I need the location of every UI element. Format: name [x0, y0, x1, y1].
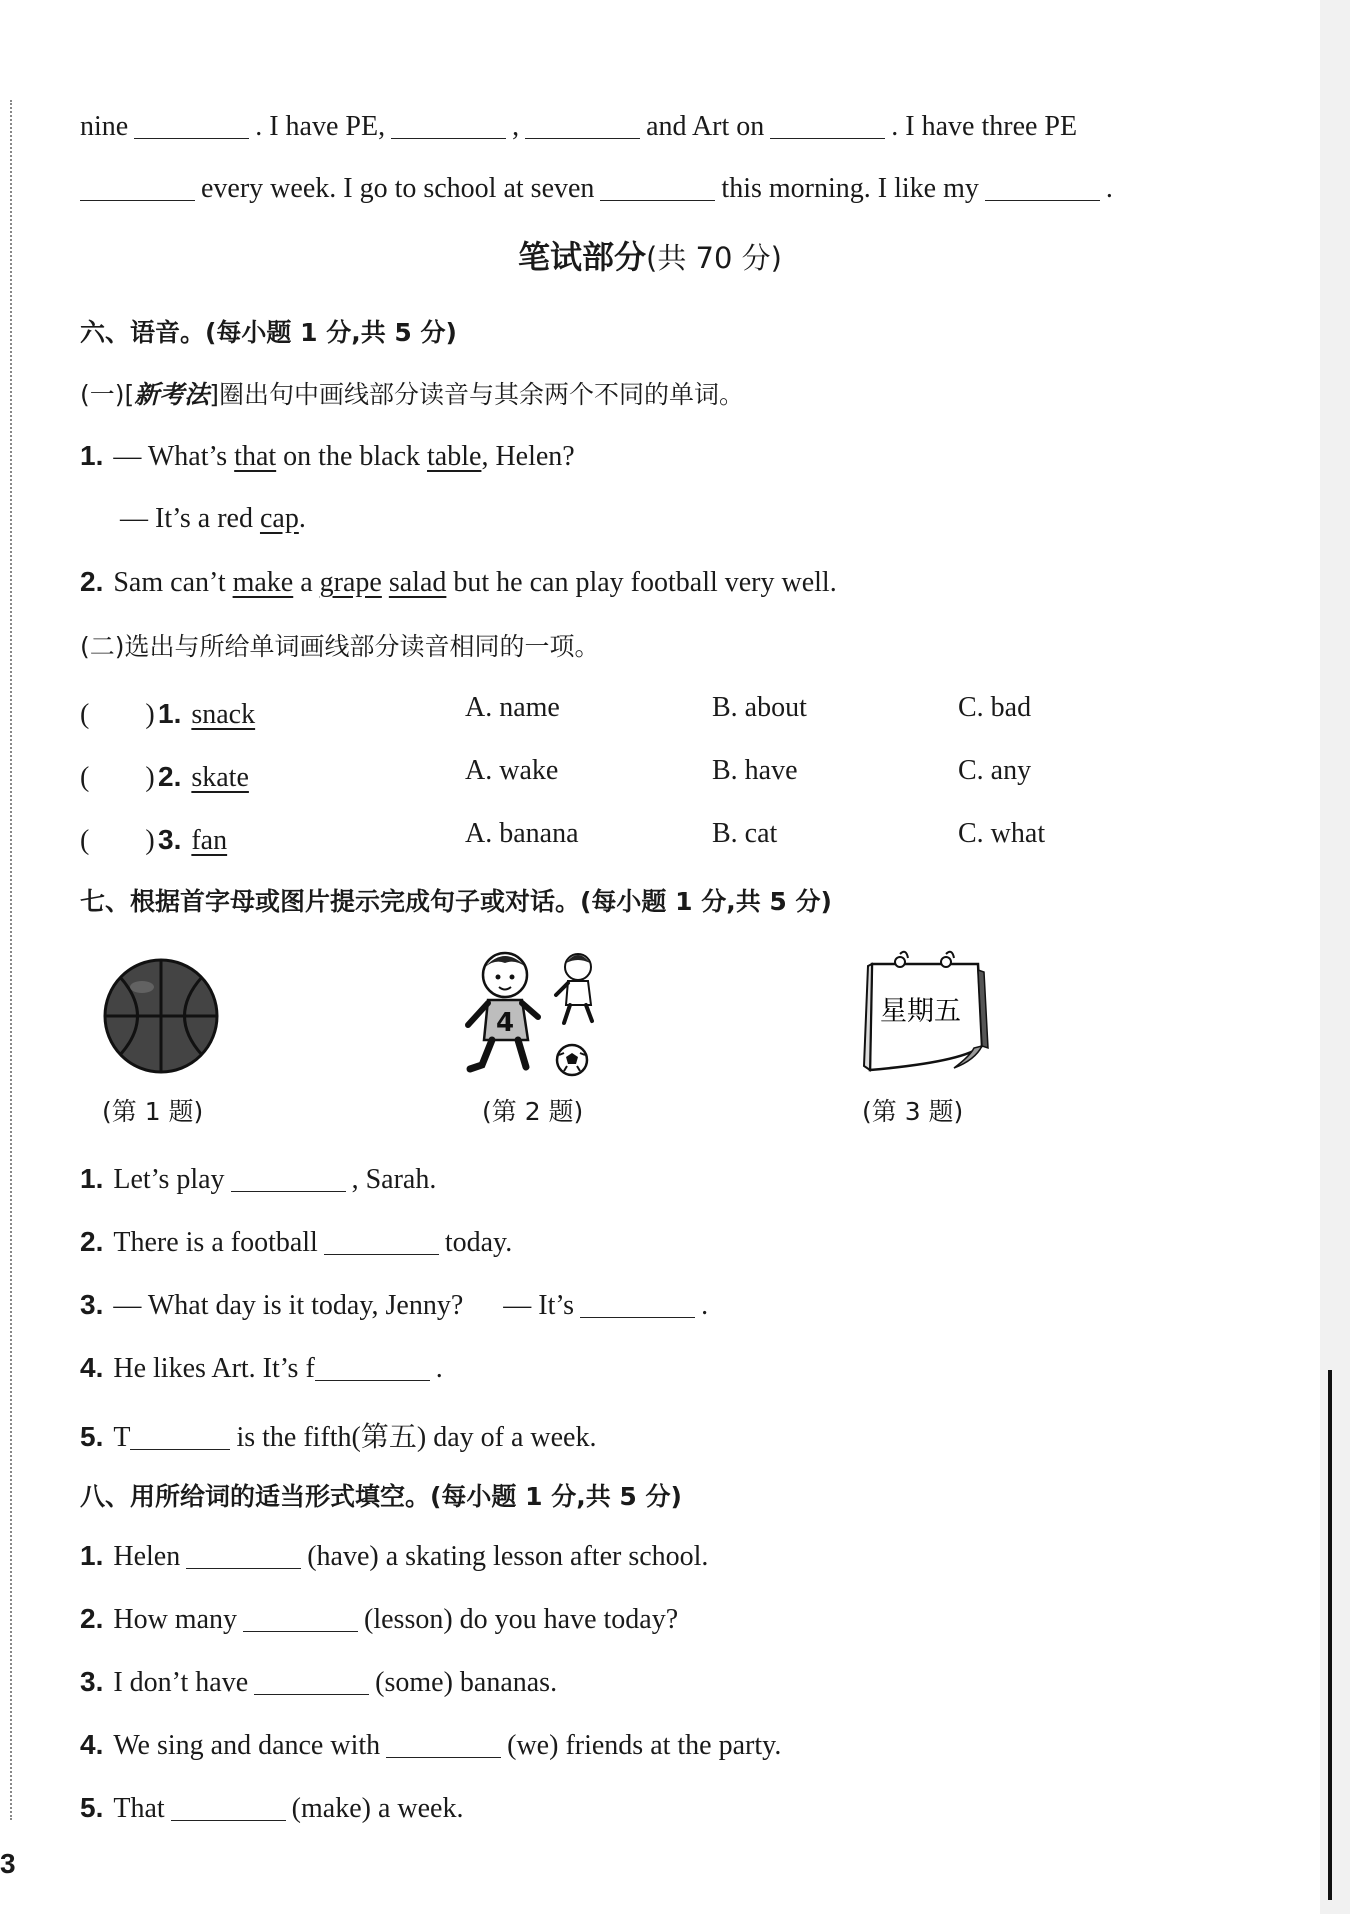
text: nine	[80, 111, 129, 142]
calendar-weekday: 星期五	[880, 996, 961, 1027]
question-8-3	[80, 1666, 557, 1699]
question-8-4	[80, 1729, 781, 1762]
section-8-heading: 八、用所给词的适当形式填空。(每小题 1 分,共 5 分)	[80, 1482, 682, 1511]
question-number: 5.	[80, 1792, 104, 1823]
option-b[interactable]: B. have	[712, 755, 798, 786]
choice-row-3	[80, 818, 227, 858]
text: I don’t have	[113, 1667, 249, 1698]
underlined-word[interactable]: that	[234, 441, 277, 472]
given-word: snack	[191, 699, 256, 730]
svg-text:4: 4	[496, 1008, 515, 1038]
answer-blank[interactable]	[130, 1421, 230, 1450]
text: We sing and dance with	[113, 1730, 381, 1761]
calendar-picture	[850, 950, 990, 1083]
answer-blank[interactable]	[324, 1226, 439, 1255]
question-8-2	[80, 1603, 678, 1636]
question-number: 1.	[158, 698, 182, 729]
underlined-word[interactable]: grape	[319, 567, 382, 598]
section-7-heading: 七、根据首字母或图片提示完成句子或对话。(每小题 1 分,共 5 分)	[80, 887, 832, 916]
title-main: 笔试部分	[518, 238, 647, 276]
answer-blank[interactable]	[770, 110, 885, 139]
question-7-4	[80, 1352, 443, 1385]
answer-blank[interactable]	[315, 1352, 430, 1381]
text: — It’s	[503, 1290, 575, 1321]
text: is the fifth(第五) day of a week.	[236, 1422, 597, 1453]
choice-row-1	[80, 692, 255, 732]
underlined-word[interactable]: salad	[388, 567, 447, 598]
given-word: skate	[191, 762, 249, 793]
football-players-picture	[460, 945, 620, 1085]
answer-blank[interactable]	[525, 110, 640, 139]
section-6-part-1-heading	[80, 375, 744, 411]
question-number: 2.	[80, 566, 104, 597]
question-7-1	[80, 1163, 436, 1196]
text: That	[113, 1793, 165, 1824]
question-7-5	[80, 1415, 596, 1455]
text: ,	[512, 111, 520, 142]
option-b[interactable]: B. about	[712, 692, 807, 723]
text: (make) a week.	[291, 1793, 464, 1824]
passage-line-2	[80, 172, 1290, 203]
question-number: 2.	[80, 1603, 104, 1634]
answer-bracket[interactable]: ( )	[80, 699, 155, 730]
question-7-3	[80, 1289, 708, 1322]
text: (we) friends at the party.	[507, 1730, 782, 1761]
section-6-part-2-heading: (二)选出与所给单词画线部分读音相同的一项。	[80, 632, 600, 661]
question-number: 5.	[80, 1421, 104, 1452]
answer-blank[interactable]	[243, 1603, 358, 1632]
text: and Art on	[646, 111, 765, 142]
binding-dotted-line	[10, 100, 12, 1820]
text: .	[701, 1290, 709, 1321]
underlined-word[interactable]: make	[232, 567, 294, 598]
text: (have) a skating lesson after school.	[307, 1541, 709, 1572]
text: Sam can’t	[113, 567, 233, 598]
new-format-tag: 新考法	[134, 380, 210, 409]
page-edge-shadow	[1320, 0, 1350, 1914]
title-score: (共 70 分)	[646, 241, 782, 275]
option-c[interactable]: C. any	[958, 755, 1032, 786]
question-8-5	[80, 1792, 463, 1825]
option-b[interactable]: B. cat	[712, 818, 778, 849]
text: (some) bananas.	[375, 1667, 558, 1698]
text: every week. I go to school at seven	[201, 173, 595, 204]
answer-bracket[interactable]: ( )	[80, 825, 155, 856]
option-a[interactable]: A. banana	[465, 818, 579, 849]
question-7-2	[80, 1226, 512, 1259]
question-number: 3.	[80, 1289, 104, 1320]
question-number: 3.	[158, 824, 182, 855]
text: He likes Art. It’s f	[113, 1353, 315, 1384]
question-number: 2.	[158, 761, 182, 792]
text: ]圈出句中画线部分读音与其余两个不同的单词。	[209, 380, 745, 409]
given-word: fan	[191, 825, 228, 856]
answer-blank[interactable]	[386, 1729, 501, 1758]
question-number: 2.	[80, 1226, 104, 1257]
question-number: 1.	[80, 440, 104, 471]
text: Let’s play	[113, 1164, 225, 1195]
section-title	[0, 232, 1300, 278]
question-6-1-reply	[120, 503, 306, 535]
text: but he can play football very well.	[446, 567, 837, 598]
answer-blank[interactable]	[254, 1666, 369, 1695]
section-6-heading: 六、语音。(每小题 1 分,共 5 分)	[80, 318, 457, 347]
question-6-2	[80, 566, 837, 599]
text: a	[293, 567, 320, 598]
option-c[interactable]: C. what	[958, 818, 1046, 849]
text: . I have three PE	[891, 111, 1078, 142]
page-number: 3	[0, 1848, 16, 1879]
question-number: 3.	[80, 1666, 104, 1697]
text: Helen	[113, 1541, 181, 1572]
basketball-picture	[100, 955, 222, 1082]
question-number: 4.	[80, 1729, 104, 1760]
question-6-1	[80, 440, 575, 473]
text: (lesson) do you have today?	[364, 1604, 679, 1635]
text: .	[1105, 173, 1113, 204]
text: T	[113, 1422, 131, 1453]
text: — What’s	[113, 441, 235, 472]
answer-blank[interactable]	[231, 1163, 346, 1192]
passage-line-1	[80, 110, 1290, 141]
option-c[interactable]: C. bad	[958, 692, 1032, 723]
text: — It’s a red	[120, 503, 260, 534]
caption-q3: (第 3 题)	[862, 1097, 964, 1126]
text: There is a football	[113, 1227, 318, 1258]
text	[382, 567, 389, 598]
answer-blank[interactable]	[600, 172, 715, 201]
text: .	[298, 503, 306, 534]
option-a[interactable]: A. name	[465, 692, 560, 723]
text: this morning. I like my	[721, 173, 979, 204]
choice-row-2	[80, 755, 249, 795]
question-number: 1.	[80, 1540, 104, 1571]
text: .	[435, 1353, 443, 1384]
underlined-word[interactable]: cap	[259, 503, 299, 534]
text: How many	[113, 1604, 238, 1635]
text: today.	[444, 1227, 513, 1258]
question-number: 4.	[80, 1352, 104, 1383]
underlined-word[interactable]: table	[427, 441, 482, 472]
answer-blank[interactable]	[80, 172, 195, 201]
page-edge-line	[1328, 1370, 1332, 1900]
caption-q1: (第 1 题)	[102, 1097, 204, 1126]
question-number: 1.	[80, 1163, 104, 1194]
question-8-1	[80, 1540, 708, 1573]
caption-q2: (第 2 题)	[482, 1097, 584, 1126]
answer-blank[interactable]	[171, 1792, 286, 1821]
text: , Helen?	[481, 441, 575, 472]
text: , Sarah.	[351, 1164, 437, 1195]
text: — What day is it today, Jenny?	[113, 1290, 464, 1321]
answer-blank[interactable]	[134, 110, 249, 139]
answer-blank[interactable]	[186, 1540, 301, 1569]
option-a[interactable]: A. wake	[465, 755, 559, 786]
text: on the black	[276, 441, 428, 472]
answer-bracket[interactable]: ( )	[80, 762, 155, 793]
text: (一)[	[80, 380, 135, 409]
answer-blank[interactable]	[580, 1289, 695, 1318]
answer-blank[interactable]	[985, 172, 1100, 201]
text: . I have PE,	[255, 111, 386, 142]
answer-blank[interactable]	[391, 110, 506, 139]
